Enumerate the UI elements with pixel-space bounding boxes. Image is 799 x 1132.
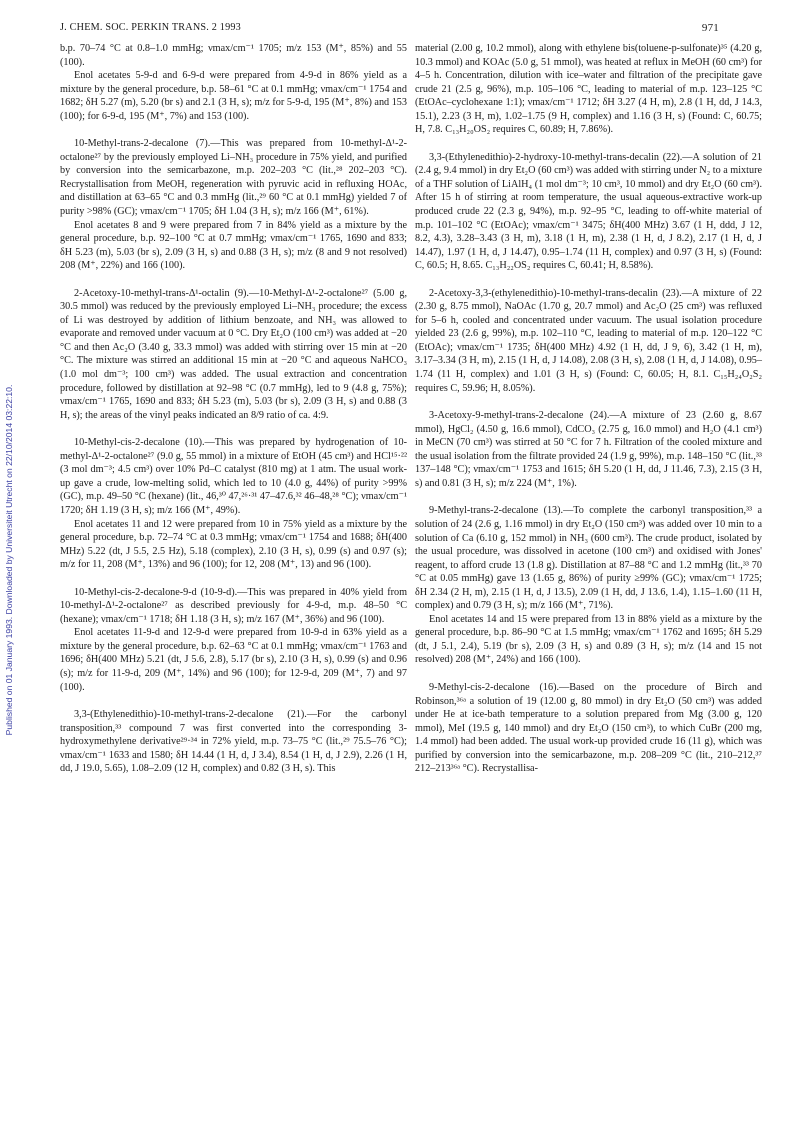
paragraph: 2-Acetoxy-3,3-(ethylenedithio)-10-methyl-trans-decalin (23).—A mixture of 22 (2.30 g, 8.75 mmol), NaOAc (1.70 g, 20.7 mmol) and Ac₂O (25 cm³) was refluxed for 5–6 h, cooled and concentrated under vacuum. The usual isolation procedure yielded 23 (2.6 g, 99%), m.p. 102–110 °C, leading to material of m.p. 120–122 °C (EtOAc); νmax/cm⁻¹ 1735; δH(400 MHz) 4.92 (1 H, dd, J 9, 6), 3.42 (1 H, m), 3.17–3.34 (3 H, m), 2.15 (1 H, d, J 14.08), 2.08 (3 H, s), 2.08 (1 H, d, J 14.08), 0.95–1.74 (11 H, complex) and 1.01 (3 H, s) (Found: C, 60.05; H, 8.1. C₁₅H₂₄O₂S₂ requires C, 59.96; H, 8.05%). [415,287,762,394]
paragraph: 3,3-(Ethylenedithio)-2-hydroxy-10-methyl-trans-decalin (22).—A solution of 21 (2.4 g, 9.4 mmol) in dry Et₂O (60 cm³) was added with stirring under N₂ to a mixture of a THF solution of LiAlH₄ (1 mol dm⁻³; 10 cm³, 10 mmol) and dry Et₂O (60 cm³). After 15 h of stirring at room temperature, the usual aqueous-extractive work-up produced crude 22 (2.3 g, 94%), m.p. 92–95 °C, leading to off-white material of m.p. 101–102 °C (EtOAc); νmax/cm⁻¹ 3475; δH(400 MHz) 3.67 (1 H, ddd, J 12, 8.2, 4.3), 3.28–3.43 (3 H, m), 3.18 (1 H, m), 2.38 (1 H, d, J 8.2), 2.17 (1 H, d, J 14.47), 1.97 (1 H, d, J 14.47), 0.95–1.74 (11 H, complex) and 0.97 (3 H, s) (Found: C, 60.5; H, 8.65. C₁₃H₂₂OS₂ requires C, 60.41; H, 8.58%). [415,151,762,272]
paragraph: 10-Methyl-cis-2-decalone (10).—This was prepared by hydrogenation of 10-methyl-Δ¹-2-octalone²⁷ (9.0 g, 55 mmol) in a mixture of EtOH (45 cm³) and HCl¹⁵·²² (3 mol dm⁻³; 4.5 cm³) over 10% Pd–C catalyst (810 mg) at 1 atm. The usual work-up gave a crude, low-melting solid, which led to 10 (4.0 g, 44%) of purity >99% (GC), m.p. 49–50 °C (hexane) (lit., 46,³⁰ 47,²⁶·³¹ 47–47.6,³² 46–48,²⁸ °C); νmax/cm⁻¹ 1720; δH 1.19 (3 H, s); m/z 166 (M⁺, 49%). [60,437,407,516]
paragraph: 3-Acetoxy-9-methyl-trans-2-decalone (24).—A mixture of 23 (2.60 g, 8.67 mmol), HgCl₂ (4.50 g, 16.6 mmol), CdCO₃ (2.75 g, 16.0 mmol) and H₂O (4.1 cm³) in MeCN (70 cm³) was stirred at 50 °C for 7 h. Filtration of the cooled mixture and the usual isolation from the filtrate provided 24 (1.9 g, 99%), m.p. 148–150 °C (lit.,³³ 137–148 °C); νmax/cm⁻¹ 1753 and 1615; δH 5.20 (1 H, dd, J 11.46, 7.3), 2.15 (3 H, s) and 0.81 (3 H, s); m/z 224 (M⁺, 1%). [415,410,762,489]
paragraph: b.p. 70–74 °C at 0.8–1.0 mmHg; νmax/cm⁻¹ 1705; m/z 153 (M⁺, 85%) and 55 (100). [60,43,407,68]
right-column [415,42,762,776]
download-watermark [2,220,16,900]
paragraph: 2-Acetoxy-10-methyl-trans-Δ¹-octalin (9).—10-Methyl-Δ¹-2-octalone²⁷ (5.00 g, 30.5 mmol) was reduced by the previously employed Li–NH₃ procedure; the excess of Li was destroyed by addition of lithium benzoate, and NH₃ was allowed to evaporate and removed under vacuum at 0 °C. Dry Et₂O (100 cm³) was added at −20 °C and then Ac₂O (3.40 g, 33.3 mmol) was added with stirring over 15 min at −20 °C. The mixture was stirred an additional 15 min at −20 °C and aqueous NaHCO₃ (1.0 mol dm⁻³; 100 cm³) was added. The usual extraction and concentration procedure, followed by distillation at 92–98 °C (0.7 mmHg), led to 9 (4.8 g, 75%); νmax/cm⁻¹ 1765, 1690 and 833; δH 5.23 (m), 5.03 (br s), 2.09 (3 H, s) and 0.88 (3 H, s); the areas of the vinyl peaks indicated an 8/9 ratio of ca. 4:9. [60,287,407,421]
paragraph: 9-Methyl-cis-2-decalone (16).—Based on the procedure of Birch and Robinson,³⁶ᵃ a solution of 19 (12.00 g, 80 mmol) in dry Et₂O (50 cm³) was added under He at ice-bath temperature to a solution prepared from Mg (3.00 g, 120 mmol), MeI (19.5 g, 140 mmol) and dry Et₂O (150 cm³), to which CuBr (200 mg, 1.4 mmol) had been added. The usual work-up provided crude 16 (11 g), which was purified by conversion into the semicarbazone, m.p. 208–209 °C (lit., 210–212,³⁷ 212–213³⁶ᵃ °C). Recrystallisa- [415,681,762,775]
paragraph: 10-Methyl-trans-2-decalone (7).—This was prepared from 10-methyl-Δ¹-2-octalone²⁷ by the previously employed Li–NH₃ procedure in 75% yield, and purified by conversion into the semicarbazone, m.p. 202–203 °C (lit.,²⁸ 202–203 °C). Recrystallisation from MeOH, regeneration with pyruvic acid in refluxing HOAc, and distillation at 63–65 °C and 0.3 mmHg (lit.,²⁹ 60 °C at 0.1 mmHg) yielded 7 of purity >98% (GC); νmax/cm⁻¹ 1705; δH 1.04 (3 H, s); m/z 166 (M⁺, 61%). [60,138,407,218]
paragraph: Enol acetates 14 and 15 were prepared from 13 in 88% yield as a mixture by the general procedure, b.p. 86–90 °C at 1.5 mmHg; νmax/cm⁻¹ 1762 and 1695; δH 5.29 (dt, J 5.1, 2.4), 5.19 (br s), 2.09 (3 H, s) and 0.89 (3 H, s); m/z (14 and 15 not resolved) 208 (M⁺, 24%) and 166 (100). [415,613,762,666]
download-watermark-text: Published on 01 January 1993. Downloaded by Universiteit Utrecht on 22/10/2014 03:22:10. [4,384,14,736]
paragraph: 3,3-(Ethylenedithio)-10-methyl-trans-2-decalone (21).—For the carbonyl transposition,³³ compound 7 was first converted into the corresponding 3-hydroxymethylene derivative²⁹·³⁴ in 72% yield, m.p. 73–75 °C (lit.,²⁹ 75.5–76 °C); νmax/cm⁻¹ 1633 and 1580; δH 14.44 (1 H, d, J 3.4), 8.54 (1 H, d, J 2.9), 2.26 (1 H, dd, J 19.0, 5.65), 1.08–2.09 (12 H, complex) and 0.82 (3 H, s). This [60,709,407,775]
page-number: 971 [701,22,719,34]
paragraph: Enol acetates 8 and 9 were prepared from 7 in 84% yield as a mixture by the general procedure, b.p. 92–100 °C at 0.7 mmHg; νmax/cm⁻¹ 1765, 1690 and 833; δH 5.23 (m), 5.03 (br s), 2.09 (3 H, s) and 0.88 (3 H, s); m/z (8 and 9 not resolved) 208 (M⁺, 22%) and 166 (100). [60,219,407,272]
paragraph: material (2.00 g, 10.2 mmol), along with ethylene bis(toluene-p-sulfonate)³⁵ (4.20 g, 10.3 mmol) and KOAc (5.0 g, 51 mmol), was heated at reflux in MeOH (60 cm³) for 4–5 h. Concentration, dilution with ice–water and filtration of the precipitate gave crude 21 (2.5 g, 96%), m.p. 105–106 °C, leading to material of m.p. 123–125 °C (EtOAc–cyclohexane 1:1); νmax/cm⁻¹ 1712; δH 3.27 (4 H, m), 2.8 (1 H, dd, J 14.3, 15.1), 2.23 (3 H, m), 1.02–1.75 (9 H, complex) and 1.16 (3 H, s) (Found: C, 60.75; H, 7.8. C₁₃H₂₀OS₂ requires C, 60.89; H, 7.86%). [415,43,762,136]
paragraph: Enol acetates 11-9-d and 12-9-d were prepared from 10-9-d in 63% yield as a mixture by the general procedure, b.p. 62–63 °C at 0.1 mmHg; νmax/cm⁻¹ 1763 and 1696; δH(400 MHz) 5.21 (dt, J 5.6, 2.8), 5.17 (br s), 2.10 (3 H, s), 0.99 (s) and 0.96 (s); m/z for 11-9-d, 209 (M⁺, 14%) and 96 (100); for 12-9-d, 209 (M⁺, 7) and 97 (100). [60,627,407,693]
paragraph: Enol acetates 11 and 12 were prepared from 10 in 75% yield as a mixture by the general procedure, b.p. 72–74 °C at 0.3 mmHg; νmax/cm⁻¹ 1754 and 1688; δH(400 MHz) 5.22 (dt, J 5.5, 2.5 Hz), 5.18 (complex), 2.10 (3 H, s), 0.99 (s) and 0.97 (s); m/z for 11, 208 (M⁺, 13%) and 96 (100); for 12, 208 (M⁺, 13) and 96 (100). [60,518,407,571]
paragraph: 9-Methyl-trans-2-decalone (13).—To complete the carbonyl transposition,³³ a solution of 24 (2.6 g, 1.16 mmol) in dry Et₂O (150 cm³) was added over 10 min to a solution of Ca (6.10 g, 152 mmol) in NH₃ (600 cm³). The crude product, isolated by the usual procedure, was dissolved in acetone (100 cm³) and oxidised with Jones' reagent, to afford crude 13 (1.8 g). Distillation at 87–88 °C and 1.2 mmHg (lit.,³³ 70 °C at 0.05 mmHg) gave 13 (1.65 g, 86%) of purity ≥99% (GC); νmax/cm⁻¹ 1725; δH 2.34 (2 H, m), 2.15 (1 H, d, J 13.5), 2.09 (1 H, dd, J 13.6, 1.4), 1.15–1.60 (11 H, complex) and 0.79 (3 H, s); m/z 166 (M⁺, 71%). [415,505,762,612]
journal-citation: J. CHEM. SOC. PERKIN TRANS. 2 1993 [60,22,241,33]
paragraph: 10-Methyl-cis-2-decalone-9-d (10-9-d).—This was prepared in 40% yield from 10-methyl-Δ¹-2-octalone²⁷ as described previously for 4-9-d, m.p. 48–50 °C (hexane); νmax/cm⁻¹ 1718; δH 1.18 (3 H, s); m/z 167 (M⁺, 36%) and 96 (100). [60,586,407,625]
paragraph: Enol acetates 5-9-d and 6-9-d were prepared from 4-9-d in 86% yield as a mixture by the general procedure, b.p. 58–61 °C at 0.1 mmHg; νmax/cm⁻¹ 1754 and 1682; δH 5.27 (m), 5.20 (br s) and 2.1 (3 H, s); m/z for 5-9-d, 195 (M⁺, 8%) and 153 (100); for 6-9-d, 195 (M⁺, 7%) and 153 (100). [60,70,407,122]
running-head [60,22,719,38]
left-column [60,42,407,776]
